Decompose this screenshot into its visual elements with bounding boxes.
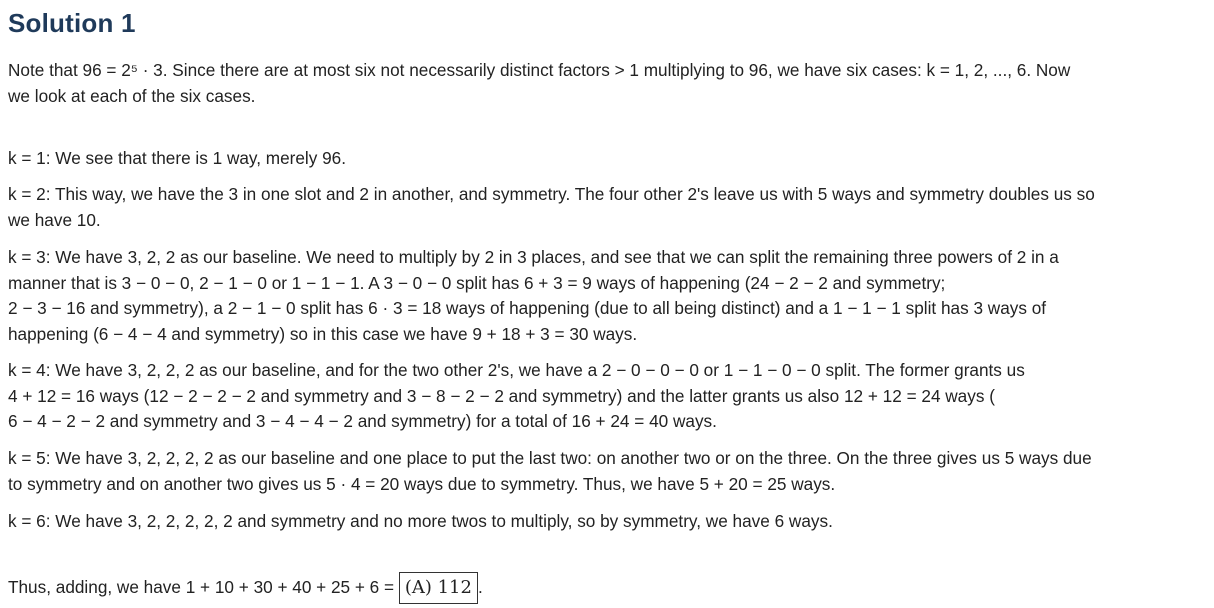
case-k2-paragraph <box>8 182 1204 233</box>
final-answer-box: (A) 112 <box>399 572 478 604</box>
case-k5-line-2: to symmetry and on another two gives us 5 · 4 = 20 ways due to symmetry. Thus, we have 5 + 20 = 25 ways. <box>8 473 836 494</box>
case-k4-line-1: k = 4: We have 3, 2, 2, 2 as our baseline, and for the two other 2's, we have a 2 − 0 − 0 − 0 or 1 − 1 − 0 − 0 split. The former grants us <box>8 360 1025 380</box>
case-k6-line-1: k = 6: We have 3, 2, 2, 2, 2, 2 and symmetry and no more twos to multiply, so by symmetry, we have 6 ways. <box>8 511 833 531</box>
case-k2-line-1: k = 2: This way, we have the 3 in one slot and 2 in another, and symmetry. The four other 2's leave us with 5 ways and symmetry doubles us so <box>8 184 1095 204</box>
intro-line-2: we look at each of the six cases. <box>8 85 256 106</box>
case-k5-paragraph <box>8 446 1204 497</box>
case-k6-paragraph <box>8 509 1204 535</box>
case-k3-line-2: manner that is 3 − 0 − 0, 2 − 1 − 0 or 1 − 1 − 1. A 3 − 0 − 0 split has 6 + 3 = 9 ways of happening (24 − 2 − 2 and symmetry; <box>8 272 946 293</box>
case-k4-line-3: 6 − 4 − 2 − 2 and symmetry and 3 − 4 − 4 − 2 and symmetry) for a total of 16 + 24 = 40 ways. <box>8 411 717 431</box>
case-k1-paragraph <box>8 146 1204 172</box>
case-k5-line-1: k = 5: We have 3, 2, 2, 2, 2 as our baseline and one place to put the last two: on another two or on the three. On the three gives us 5 ways due <box>8 448 1092 468</box>
case-k3-paragraph <box>8 245 1204 347</box>
conclusion-paragraph <box>8 572 1204 604</box>
case-k2-line-2: we have 10. <box>8 209 101 230</box>
case-k4-paragraph <box>8 358 1204 435</box>
solution-heading: Solution 1 <box>8 8 136 38</box>
case-k3-line-1: k = 3: We have 3, 2, 2 as our baseline. We need to multiply by 2 in 3 places, and see that we can split the remaining three powers of 2 in a <box>8 247 1059 267</box>
conclusion-period: . <box>477 577 483 597</box>
case-k4-line-2: 4 + 12 = 16 ways (12 − 2 − 2 − 2 and symmetry and 3 − 8 − 2 − 2 and symmetry) and the latter grants us also 12 + 12 = 24 ways ( <box>8 385 995 406</box>
case-k3-line-3: 2 − 3 − 16 and symmetry), a 2 − 1 − 0 split has 6 · 3 = 18 ways of happening (due to all being distinct) and a 1 − 1 − 1 split has 3 ways of <box>8 298 1047 318</box>
intro-line-1: Note that 96 = 2⁵ · 3. Since there are at most six not necessarily distinct factors > 1 multiplying to 96, we have six cases: k = 1, 2, ..., 6. Now <box>8 60 1071 80</box>
case-k1-line-1: k = 1: We see that there is 1 way, merely 96. <box>8 148 347 168</box>
intro-paragraph <box>8 58 1204 109</box>
conclusion-text: Thus, adding, we have 1 + 10 + 30 + 40 + 25 + 6 = <box>8 577 395 597</box>
case-k3-line-4: happening (6 − 4 − 4 and symmetry) so in this case we have 9 + 18 + 3 = 30 ways. <box>8 323 638 344</box>
